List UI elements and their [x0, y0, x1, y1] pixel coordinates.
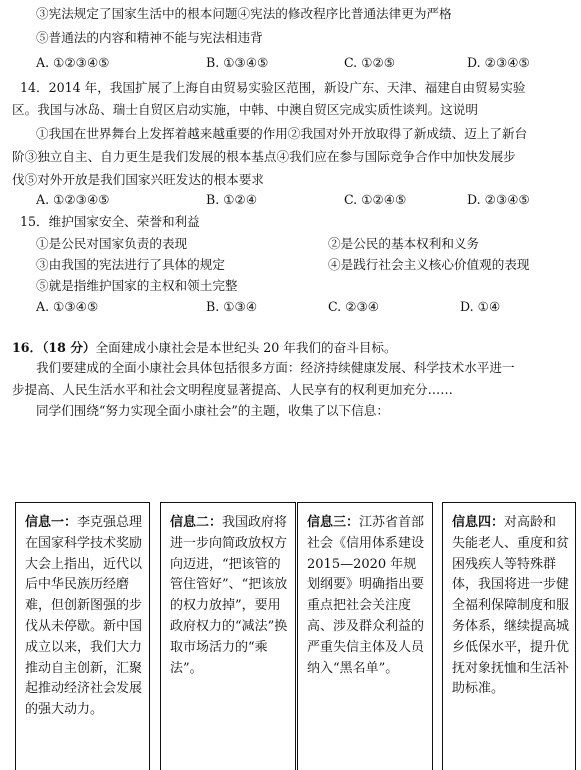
- q13-option-d: D. ②③④⑤: [467, 55, 530, 70]
- q15-item-4: ④是践行社会主义核心价值观的表现: [328, 257, 530, 272]
- info-box-4-label: 信息四：: [452, 515, 505, 530]
- q14-option-d: D. ②③④⑤: [467, 192, 530, 207]
- q15-option-a: A. ①③④⑤: [36, 299, 99, 314]
- info-box-3-content: [307, 513, 426, 679]
- info-box-1-text: 李克强总理在国家科学技术奖励大会上指出，近代以后中华民族历经磨难，但创新图强的步伐从未停歇。新中国成立以来，我们大力推动自主创新，汇聚起推动经济社会发展的强大动力。: [25, 515, 143, 718]
- info-box-2-content: [170, 513, 289, 679]
- q16-stem: 全面建成小康社会是本世纪头 20 年我们的奋斗目标。: [95, 340, 397, 355]
- info-box-1-label: 信息一：: [25, 515, 78, 530]
- info-box-2-label: 信息二：: [170, 515, 223, 530]
- q14-line3: ①我国在世界舞台上发挥着越来越重要的作用②我国对外开放取得了新成绩、迈上了新台: [36, 126, 528, 141]
- q16-para2: 同学们围绕“努力实现全面小康社会”的主题，收集了以下信息：: [36, 403, 389, 418]
- q16-number: 16．（18 分）: [12, 340, 96, 355]
- q14-line5: 伐⑤对外开放是我们国家兴旺发达的根本要求: [12, 172, 264, 187]
- info-box-4-text: 对高龄和失能老人、重度和贫困残疾人等特殊群体，我国将进一步健全福利保障制度和服务体系，继续提高城乡低保水平，提升优抚对象抚恤和生活补助标准。: [452, 515, 570, 697]
- info-box-3-label: 信息三：: [307, 515, 360, 530]
- q16-para1-line1: 我们要建成的全面小康社会具体包括很多方面：经济持续健康发展、科学技术水平进一: [36, 360, 515, 375]
- q14-option-b: B. ①②④: [206, 192, 258, 207]
- info-box-2: [160, 502, 296, 770]
- q15-option-c: C. ②③④: [328, 299, 380, 314]
- q13-option-a: A. ①②③④⑤: [36, 55, 110, 70]
- q15-item-1: ①是公民对国家负责的表现: [36, 236, 188, 251]
- q15-option-b: B. ①③④: [206, 299, 258, 314]
- info-box-3-text: 江苏省首部社会《信用体系建设 2015—2020 年规划纲要》明确指出要重点把社会关注度高、涉及群众利益的严重失信主体及人员纳入“黑名单”。: [307, 515, 425, 676]
- q13-line4: ⑤普通法的内容和精神不能与宪法相违背: [36, 30, 263, 45]
- q13-option-b: B. ①③④⑤: [206, 55, 269, 70]
- q15-item-5: ⑤就是指维护国家的主权和领土完整: [36, 278, 238, 293]
- q15-item-2: ②是公民的基本权利和义务: [328, 236, 480, 251]
- q15-item-3: ③由我国的宪法进行了具体的规定: [36, 257, 225, 272]
- q14-option-c: C. ①②④⑤: [344, 192, 407, 207]
- q14-line2: 区。我国与冰岛、瑞士自贸区启动实施，中韩、中澳自贸区完成实质性谈判。这说明: [12, 102, 478, 117]
- info-box-2-text: 我国政府将进一步向简政放权方向迈进，“把该管的管住管好”、“把该放的权力放掉”，要用政府权力的“减法”换取市场活力的“乘法”。: [170, 515, 288, 676]
- info-box-1: [15, 502, 150, 770]
- q14-line1: 14．2014 年，我国扩展了上海自由贸易实验区范围，新设广东、天津、福建自由贸易实验: [20, 80, 526, 95]
- info-box-1-content: [25, 513, 143, 721]
- info-box-3: [297, 502, 433, 770]
- info-box-4-content: [452, 513, 569, 700]
- q13-option-c: C. ①②⑤: [344, 55, 396, 70]
- q14-line4: 阶③独立自主、自力更生是我们发展的根本基点④我们应在参与国际竞争合作中加快发展步: [12, 149, 516, 164]
- q16-header: [12, 340, 397, 356]
- q13-line3: ③宪法规定了国家生活中的根本问题④宪法的修改程序比普通法律更为严格: [36, 6, 452, 21]
- q15-option-d: D. ①④: [460, 299, 501, 314]
- info-box-4: [442, 502, 576, 770]
- q16-para1-line2: 步提高、人民生活水平和社会文明程度显著提高、人民享有的权利更加充分……: [12, 382, 453, 397]
- q14-option-a: A. ①②③④⑤: [36, 192, 110, 207]
- q15-stem: 15．维护国家安全、荣誉和利益: [20, 214, 200, 229]
